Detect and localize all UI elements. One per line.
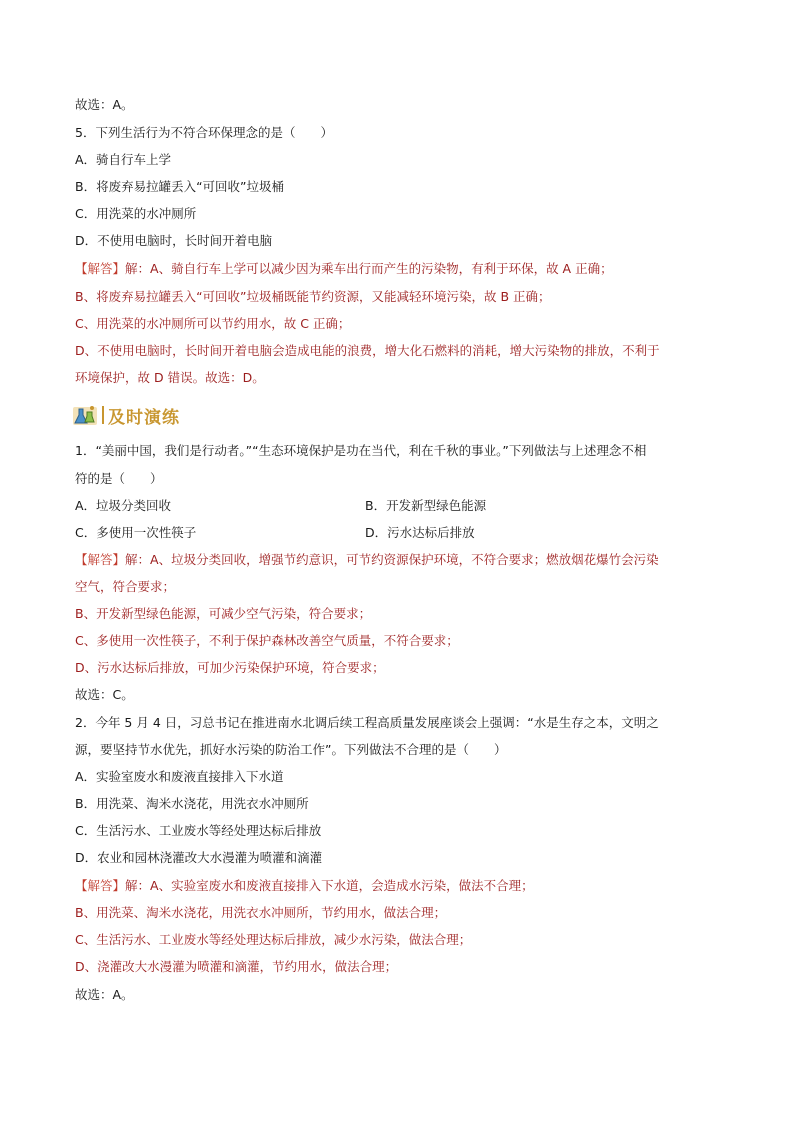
q2-answer-line-3: C、生活污水、工业废水等经处理达标后排放，减少水污染，做法合理；: [75, 932, 472, 947]
q1-stem-line-1: 1．“美丽中国，我们是行动者。”“生态环境保护是功在当代，利在千秋的事业。”下列做法与上述理念不相: [75, 443, 647, 458]
section-divider: [102, 406, 104, 424]
q5-answer-line-5: 环境保护，故 D 错误。故选：D。: [75, 370, 265, 385]
q1-stem-line-2: 符的是（ ）: [75, 471, 163, 486]
q1-answer-line-5: D、污水达标后排放，可加少污染保护环境，符合要求；: [75, 660, 385, 675]
q1-option-b: B．开发新型绿色能源: [365, 498, 487, 513]
answer-text: 解：A、垃圾分类回收，增强节约意识，可节约资源保护环境，不符合要求；燃放烟花爆竹会污染: [125, 552, 659, 567]
section-header: [72, 402, 180, 428]
section-title: 及时演练: [108, 407, 180, 428]
q5-answer-line-2: B、将废弃易拉罐丢入“可回收”垃圾桶既能节约资源，又能减轻环境污染，故 B 正确；: [75, 289, 551, 304]
q2-option-c: C．生活污水、工业废水等经处理达标后排放: [75, 823, 322, 838]
question-5-stem: 5．下列生活行为不符合环保理念的是（ ）: [75, 125, 333, 140]
answer-text: 解：A、实验室废水和废液直接排入下水道，会造成水污染，做法不合理；: [125, 878, 534, 893]
answer-tag: 【解答】: [75, 552, 126, 567]
q2-final-answer: 故选：A。: [75, 987, 134, 1002]
q1-answer-line-1: [75, 551, 659, 569]
q1-final-answer: 故选：C。: [75, 687, 134, 702]
answer-tag: 【解答】: [75, 261, 126, 276]
q5-answer-line-3: C、用洗菜的水冲厕所可以节约用水，故 C 正确；: [75, 316, 351, 331]
q5-answer-line-4: D、不使用电脑时，长时间开着电脑会造成电能的浪费，增大化石燃料的消耗，增大污染物的排放，不利于: [75, 343, 660, 358]
q2-option-a: A．实验室废水和废液直接排入下水道: [75, 769, 284, 784]
q1-answer-line-4: C、多使用一次性筷子，不利于保护森林改善空气质量，不符合要求；: [75, 633, 459, 648]
q2-stem-line-2: 源，要坚持节水优先，抓好水污染的防治工作”。下列做法不合理的是（ ）: [75, 742, 507, 757]
q1-option-a: A．垃圾分类回收: [75, 498, 172, 513]
q1-answer-line-3: B、开发新型绿色能源，可减少空气污染，符合要求；: [75, 606, 372, 621]
q5-option-b: B．将废弃易拉罐丢入“可回收”垃圾桶: [75, 179, 285, 194]
q1-option-d: D．污水达标后排放: [365, 525, 475, 540]
q2-answer-line-2: B、用洗菜、淘米水浇花，用洗衣水冲厕所，节约用水，做法合理；: [75, 905, 447, 920]
q2-stem-line-1: 2．今年 5 月 4 日，习总书记在推进南水北调后续工程高质量发展座谈会上强调：“水是生存之本，文明之: [75, 715, 659, 730]
q5-option-a: A．骑自行车上学: [75, 152, 172, 167]
flask-icon: [72, 403, 98, 427]
answer-text: 解：A、骑自行车上学可以减少因为乘车出行而产生的污染物，有利于环保，故 A 正确；: [125, 261, 613, 276]
q2-answer-line-4: D、浇灌改大水漫灌为喷灌和滴灌，节约用水，做法合理；: [75, 959, 398, 974]
q2-option-b: B．用洗菜、淘米水浇花，用洗衣水冲厕所: [75, 796, 309, 811]
answer-tag: 【解答】: [75, 878, 126, 893]
q2-option-d: D．农业和园林浇灌改大水漫灌为喷灌和滴灌: [75, 850, 323, 865]
q5-answer-line-1: [75, 260, 613, 278]
q1-answer-line-2: 空气，符合要求；: [75, 579, 176, 594]
q1-option-c: C．多使用一次性筷子: [75, 525, 197, 540]
q2-answer-line-1: [75, 877, 534, 895]
previous-answer: 故选：A。: [75, 97, 134, 112]
q5-option-c: C．用洗菜的水冲厕所: [75, 206, 197, 221]
q5-option-d: D．不使用电脑时，长时间开着电脑: [75, 233, 273, 248]
